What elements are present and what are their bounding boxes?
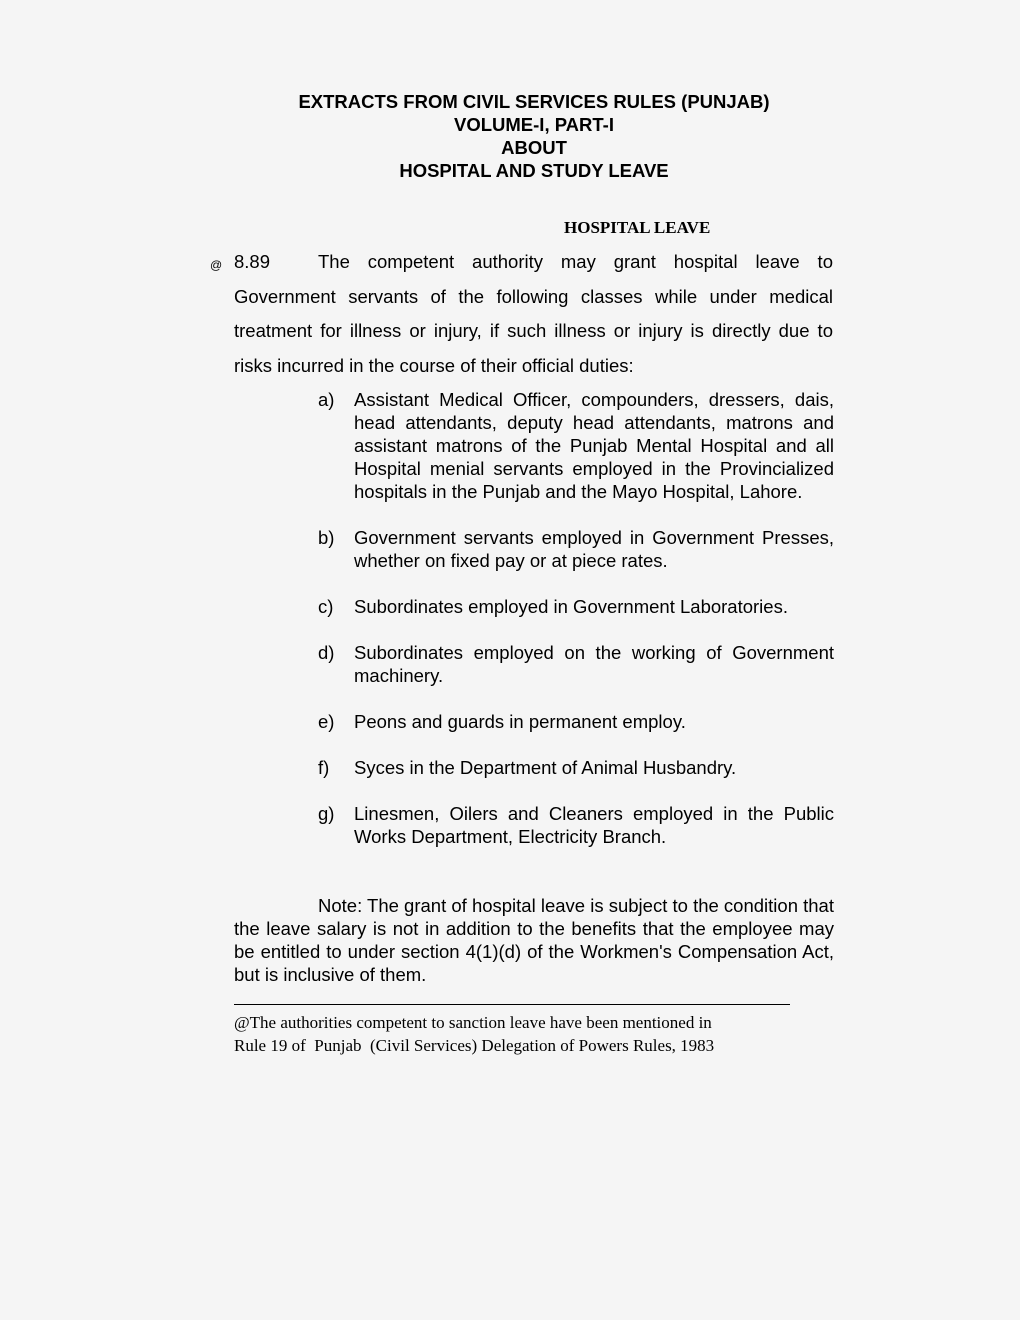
footnote-line-2: Rule 19 of Punjab (Civil Services) Delegation of Powers Rules, 1983 [234, 1036, 715, 1055]
item-letter: b) [318, 527, 335, 548]
title-line-2: VOLUME-I, PART-I [454, 114, 614, 135]
item-letter: e) [318, 711, 335, 732]
item-text: Syces in the Department of Animal Husbandry. [354, 757, 737, 778]
item-text: Assistant Medical Officer, compounders, dressers, dais, head attendants, deputy head attendants, matrons and assistant matrons of the Punjab Mental Hospital and all Hospital menial servants employed in the Provincialized hospitals in the Punjab and the Mayo Hospital, Lahore. [354, 389, 834, 502]
footnote [234, 1011, 834, 1057]
list-item [318, 526, 834, 572]
item-letter: a) [318, 389, 335, 410]
eligible-classes-list [318, 388, 834, 871]
rule-text: The competent authority may grant hospital leave to Government servants of the following classes while under medical treatment for illness or injury, if such illness or injury is directly due to risks incurred in the course of their official duties: [234, 251, 833, 376]
footnote-divider [234, 1004, 790, 1005]
document-title [0, 90, 1020, 182]
item-letter: g) [318, 803, 335, 824]
item-text: Subordinates employed on the working of Government machinery. [354, 642, 834, 686]
footnote-marker: @ [210, 258, 223, 272]
item-text: Peons and guards in permanent employ. [354, 711, 686, 732]
section-heading: HOSPITAL LEAVE [564, 218, 711, 237]
item-letter: d) [318, 642, 335, 663]
list-item [318, 710, 834, 733]
note-text: Note: The grant of hospital leave is subject to the condition that the leave salary is not in addition to the benefits that the employee may be entitled to under section 4(1)(d) of the Workmen's Compensation Act, but is inclusive of them. [234, 895, 834, 985]
item-letter: c) [318, 596, 334, 617]
list-item [318, 595, 834, 618]
rule-number: 8.89 [234, 251, 271, 272]
title-line-4: HOSPITAL AND STUDY LEAVE [399, 160, 669, 181]
note-paragraph [234, 894, 834, 986]
item-letter: f) [318, 757, 330, 778]
title-line-3: ABOUT [501, 137, 567, 158]
title-line-1: EXTRACTS FROM CIVIL SERVICES RULES (PUNJAB) [298, 91, 770, 112]
list-item [318, 388, 834, 503]
list-item [318, 802, 834, 848]
item-text: Government servants employed in Government Presses, whether on fixed pay or at piece rates. [354, 527, 834, 571]
rule-paragraph [234, 245, 833, 383]
item-text: Subordinates employed in Government Laboratories. [354, 596, 788, 617]
footnote-line-1: @The authorities competent to sanction leave have been mentioned in [234, 1013, 712, 1032]
list-item [318, 756, 834, 779]
list-item [318, 641, 834, 687]
item-text: Linesmen, Oilers and Cleaners employed in the Public Works Department, Electricity Branch. [354, 803, 834, 847]
